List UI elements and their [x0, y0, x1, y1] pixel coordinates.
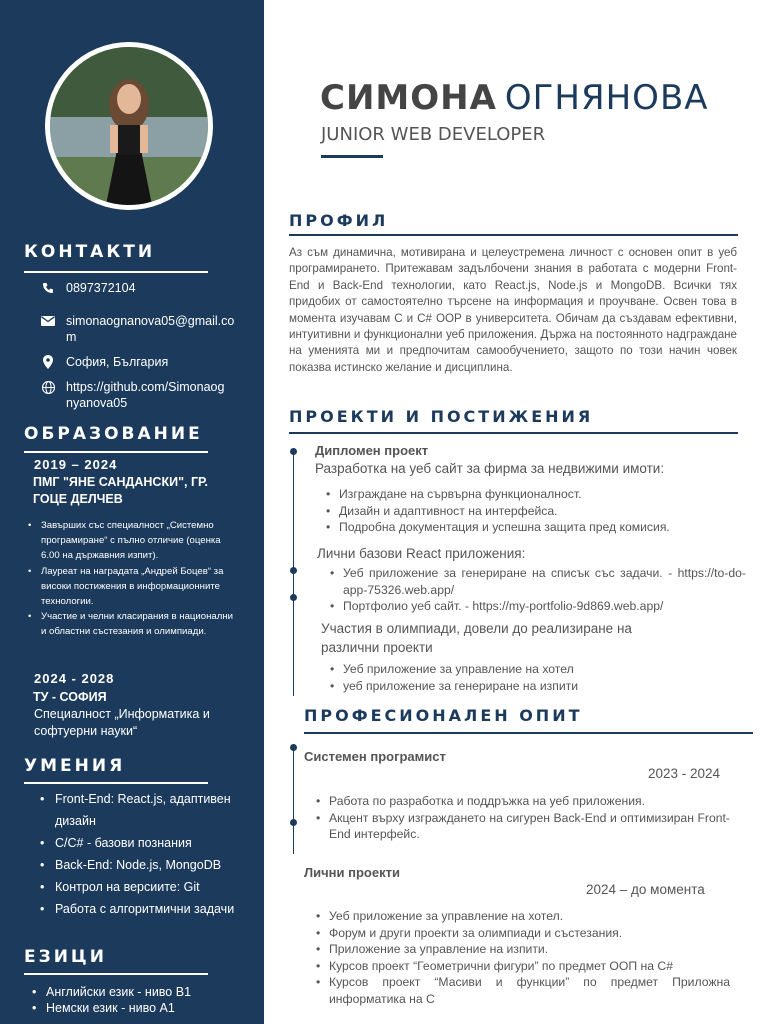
languages-list — [30, 984, 240, 1016]
github-link[interactable]: https://github.com/Simonaognyanova05 — [66, 380, 225, 410]
job-list-1 — [316, 793, 730, 843]
full-name — [320, 78, 709, 118]
job-date-1: 2023 - 2024 — [648, 766, 721, 781]
diploma-title: Дипломен проект — [315, 443, 429, 458]
profile-photo-frame — [45, 42, 213, 210]
title-divider — [321, 155, 383, 158]
list-item: • уеб приложение за генериране на изпити — [330, 678, 730, 695]
globe-icon — [40, 380, 56, 394]
list-item: • Форум и други проекти за олимпиади и състезания. — [316, 925, 730, 942]
list-item: • C/C# - базови познания — [38, 832, 248, 854]
job-list-2 — [316, 908, 730, 1007]
education-achievements — [26, 518, 236, 640]
skills-list — [38, 788, 248, 920]
list-item: • Front-End: React.js, адаптивен дизайн — [38, 788, 248, 832]
location-icon — [40, 355, 56, 369]
list-item: • Приложение за управление на изпити. — [316, 941, 730, 958]
olympiads-subtitle: Участия в олимпиади, довели до реализиране на различни проекти — [321, 621, 632, 655]
education-school-1: ПМГ "ЯНЕ САНДАНСКИ", ГР. ГОЦЕ ДЕЛЧЕВ — [33, 475, 208, 506]
list-item: • Back-End: Node.js, MongoDB — [38, 854, 248, 876]
phone-icon — [40, 281, 56, 295]
timeline-dot — [290, 567, 297, 574]
skills-divider — [24, 782, 208, 784]
experience-divider — [304, 732, 753, 734]
first-name: СИМОНА — [320, 78, 497, 118]
experience-timeline — [293, 748, 294, 854]
list-item: • Курсов проект “Масиви и функции” по предмет Приложна информатика на C — [316, 974, 730, 1007]
list-item: • Дизайн и адаптивност на интерфейса. — [326, 503, 736, 520]
job-title-2: Лични проекти — [304, 865, 400, 880]
last-name: ОГНЯНОВА — [504, 78, 709, 118]
list-item: • Подробна документация и успешна защита пред комисия. — [326, 519, 736, 536]
contact-github — [40, 379, 240, 411]
list-item: • Уеб приложение за генериране на списък със задачи. - https://to-do-app-75326.web.app/ — [330, 565, 746, 598]
contacts-divider — [24, 271, 208, 273]
list-item: • Работа с алгоритмични задачи — [38, 898, 248, 920]
education-school-2: ТУ - СОФИЯ — [33, 690, 107, 704]
skills-heading: УМЕНИЯ — [24, 756, 126, 776]
job-title: JUNIOR WEB DEVELOPER — [321, 124, 546, 145]
list-item: • Контрол на версиите: Git — [38, 876, 248, 898]
diploma-list — [326, 486, 736, 536]
react-apps-list — [330, 565, 746, 615]
timeline-dot — [290, 594, 297, 601]
education-divider — [24, 451, 208, 453]
list-item: • Уеб приложение за управление на хотел — [330, 661, 730, 678]
list-item: • Английски език - ниво B1 — [30, 984, 240, 1000]
list-item: • Работа по разработка и поддръжка на уеб приложения. — [316, 793, 730, 810]
experience-heading: ПРОФЕСИОНАЛЕН ОПИТ — [304, 706, 583, 725]
education-years-1: 2019 – 2024 — [34, 457, 118, 472]
contact-location — [40, 354, 240, 370]
projects-heading: ПРОЕКТИ И ПОСТИЖЕНИЯ — [289, 407, 594, 426]
timeline-dot — [290, 819, 297, 826]
list-item: • Участие и челни класирания в национални и областни състезания и олимпиади. — [26, 609, 236, 639]
job-date-2: 2024 – до момента — [586, 882, 705, 897]
education-specialty: Специалност „Информатика и софтуерни науки“ — [34, 707, 210, 738]
profile-heading: ПРОФИЛ — [289, 211, 389, 230]
contact-phone — [40, 280, 240, 296]
list-item: • Портфолио уеб сайт. - https://my-portfolio-9d869.web.app/ — [330, 598, 746, 615]
list-item: • Завърших със специалност „Системно програмиране“ с пълно отличие (оценка 6.00 на държавния изпит). — [26, 518, 236, 564]
email-address[interactable]: simonaognanova05@gmail.com — [66, 314, 235, 344]
education-heading: ОБРАЗОВАНИЕ — [24, 424, 203, 444]
list-item: • Немски език - ниво A1 — [30, 1000, 240, 1016]
projects-divider — [289, 432, 738, 434]
contact-email — [40, 313, 240, 345]
profile-divider — [289, 234, 738, 236]
contacts-heading: КОНТАКТИ — [24, 242, 156, 262]
react-apps-subtitle: Лични базови React приложения: — [317, 546, 526, 561]
languages-divider — [24, 973, 208, 975]
location-text: София, България — [66, 355, 169, 369]
phone-number[interactable]: 0897372104 — [66, 281, 136, 295]
list-item: • Изграждане на сървърна функционалност. — [326, 486, 736, 503]
sidebar — [0, 0, 264, 1024]
education-years-2: 2024 - 2028 — [34, 671, 115, 686]
profile-photo — [50, 47, 208, 205]
list-item: • Уеб приложение за управление на хотел. — [316, 908, 730, 925]
timeline-dot — [290, 448, 297, 455]
profile-text: Аз съм динамична, мотивирана и целеустремена личност с основен опит в уеб програмирането. Притежавам задълбочени знания в работата с модерни Front-End и Back-End технологии, като React.js, Node.js и MongoDB. Всички тях придобих от самостоятелно търсене на информация и проучване. Освен това в момента изучавам C и C# OOP в университета. Обичам да създавам ефективни, интуитивни и функционални уеб приложения. Държа на постоянното надграждане на уменията ми и предпочитам самообучението, защото по този начин човек показва истинско желание и дисциплина. — [289, 246, 737, 374]
list-item: • Курсов проект “Геометрични фигури” по предмет ООП на C# — [316, 958, 730, 975]
list-item: • Лауреат на наградата „Андрей Боцев“ за високи постижения в информационните технологии. — [26, 564, 236, 610]
email-icon — [40, 314, 56, 328]
timeline-dot — [290, 744, 297, 751]
diploma-subtitle: Разработка на уеб сайт за фирма за недвижими имоти: — [315, 461, 665, 476]
list-item: • Акцент върху изграждането на сигурен Back-End и оптимизиран Front-End интерфейс. — [316, 810, 730, 843]
job-title-1: Системен програмист — [304, 749, 446, 764]
languages-heading: ЕЗИЦИ — [24, 947, 107, 967]
olympiads-list — [330, 661, 730, 694]
